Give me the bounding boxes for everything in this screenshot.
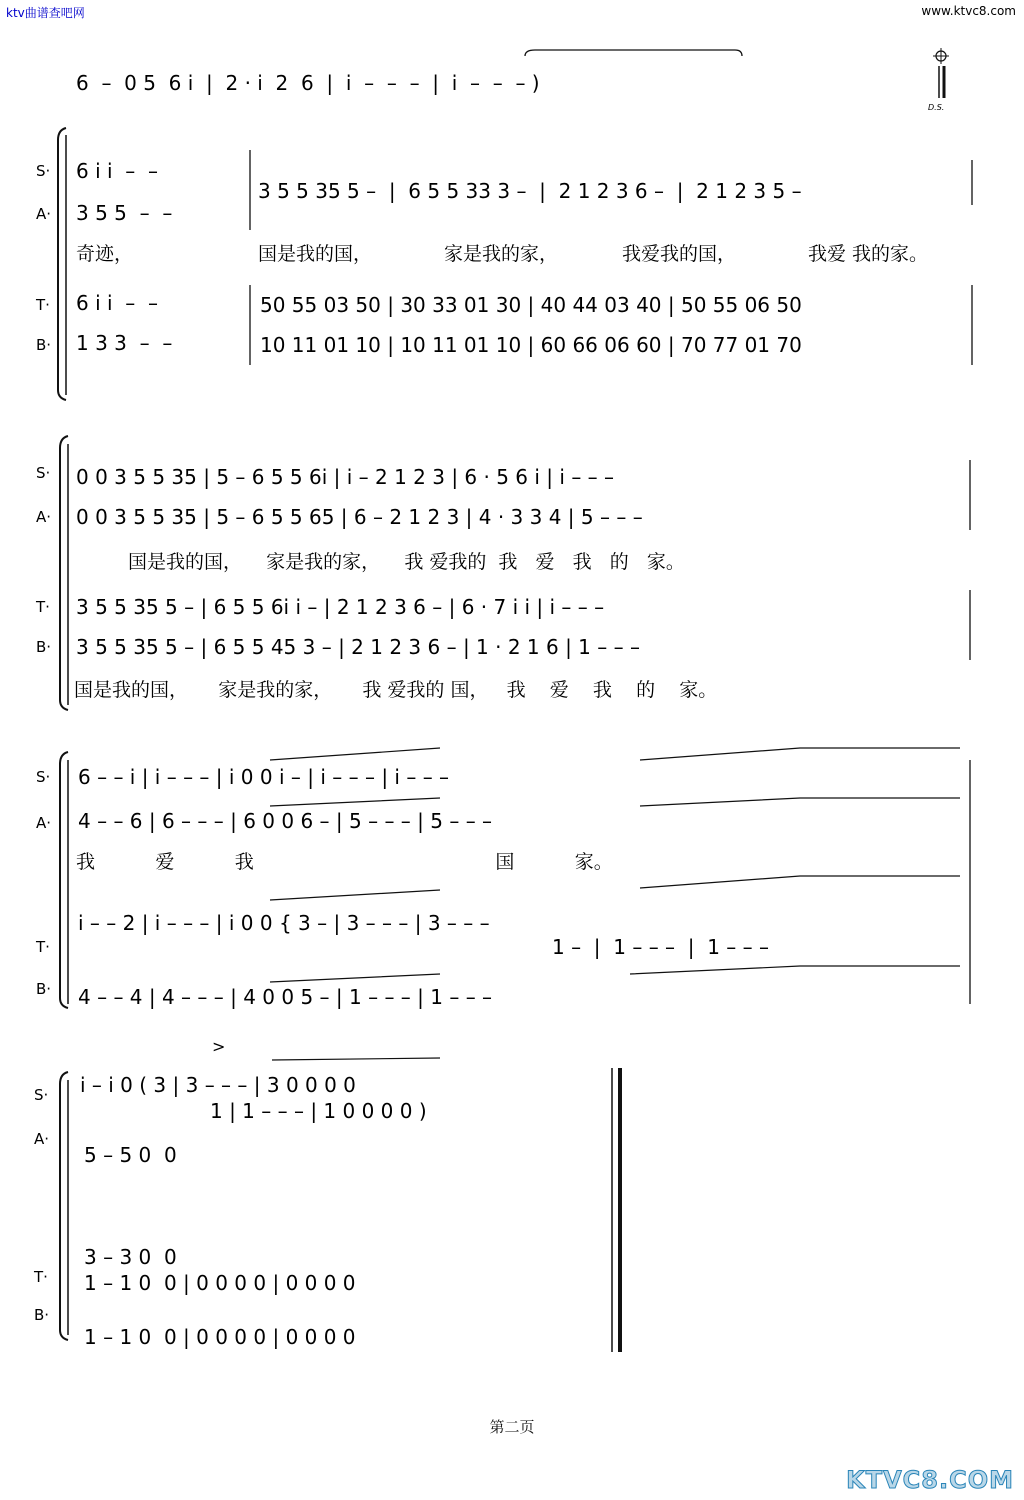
s3-lyric: 我 爱 我 国 家。 bbox=[76, 851, 613, 873]
system-1 bbox=[35, 128, 972, 400]
system-2 bbox=[35, 436, 970, 710]
s1-lyric-b: 家是我的家， bbox=[444, 243, 559, 265]
voice-label-b: B· bbox=[36, 336, 52, 354]
s2-lyric-upper: 国是我的国， 家是我的家， 我 爱我的 我 爱 我 的 家。 bbox=[128, 551, 685, 573]
voice-label-s4: S· bbox=[34, 1086, 49, 1104]
voice-label-s3: S· bbox=[36, 768, 51, 786]
s3-alto: 4 – – 6 | 6 – – – | 6 0 0 6 – | 5 – – – | 5 – – – bbox=[78, 809, 493, 833]
site-logo: KTVC8.COM bbox=[846, 1466, 1014, 1494]
voice-label-b3: B· bbox=[36, 980, 52, 998]
page-number: 第二页 bbox=[489, 1418, 535, 1436]
s4-bass: 1 – 1 0 0 | 0 0 0 0 | 0 0 0 0 bbox=[84, 1325, 356, 1349]
s1-lyric-a: 国是我的国， bbox=[258, 243, 373, 265]
s4-alto: 5 – 5 0 0 bbox=[84, 1143, 177, 1167]
voice-label-b2: B· bbox=[36, 638, 52, 656]
s1-tenor-la: 50 55 03 50 | 30 33 01 30 | 40 44 03 40 | 50 55 06 50 bbox=[260, 293, 802, 317]
voice-label-a4: A· bbox=[34, 1130, 50, 1148]
site-watermark-left: ktv曲谱查吧网 bbox=[6, 6, 85, 20]
s1-alto-intro: 3 5 5 – – bbox=[76, 201, 173, 225]
voice-label-s2: S· bbox=[36, 464, 51, 482]
s1-soprano-intro: 6 i i – – bbox=[76, 159, 158, 183]
voice-label-a2: A· bbox=[36, 508, 52, 526]
voice-label-a3: A· bbox=[36, 814, 52, 832]
s4-soprano-upper: i – i 0 ( 3 | 3 – – – | 3 0 0 0 0 bbox=[80, 1073, 356, 1097]
system-3 bbox=[35, 748, 970, 1009]
voice-label-t4: T· bbox=[34, 1268, 48, 1286]
s4-tenor-lower: 1 – 1 0 0 | 0 0 0 0 | 0 0 0 0 bbox=[84, 1271, 356, 1295]
voice-label-a: A· bbox=[36, 205, 52, 223]
s4-tenor-upper: 3 – 3 0 0 bbox=[84, 1245, 177, 1269]
s1-bass-intro: 1 3 3 – – bbox=[76, 331, 173, 355]
s2-bass: 3 5 5 35 5 – | 6 5 5 45 3 – | 2 1 2 3 6 – | 1 · 2 1 6 | 1 – – – bbox=[76, 635, 640, 659]
site-watermark-right: www.ktvc8.com bbox=[921, 4, 1016, 18]
s3-tenor: i – – 2 | i – – – | i 0 0 { 3 – | 3 – – – | 3 – – – bbox=[78, 911, 490, 935]
s2-tenor: 3 5 5 35 5 – | 6 5 5 6i i – | 2 1 2 3 6 – | 6 · 7 i i | i – – – bbox=[76, 595, 605, 619]
ds-mark: D.S. bbox=[928, 103, 945, 112]
s1-lyric-c: 我爱我的国， bbox=[622, 243, 737, 265]
s2-soprano: 0 0 3 5 5 35 | 5 – 6 5 5 6i | i – 2 1 2 3 | 6 · 5 6 i | i – – – bbox=[76, 465, 615, 489]
s1-lyric-intro: 奇迹， bbox=[76, 243, 134, 265]
voice-label-b4: B· bbox=[34, 1306, 50, 1324]
s3-tenor-lower: 1 – | 1 – – – | 1 – – – bbox=[552, 935, 770, 959]
s1-lyric-d: 我爱 我的家。 bbox=[808, 243, 929, 265]
s1-tenor-intro: 6 i i – – bbox=[76, 291, 158, 315]
s3-bass: 4 – – 4 | 4 – – – | 4 0 0 5 – | 1 – – – | 1 – – – bbox=[78, 985, 493, 1009]
s2-lyric-lower: 国是我的国， 家是我的家， 我 爱我的 国， 我 爱 我 的 家。 bbox=[74, 679, 718, 701]
system-4 bbox=[33, 1037, 620, 1352]
s1-bass-la: 10 11 01 10 | 10 11 01 10 | 60 66 06 60 | 70 77 01 70 bbox=[260, 333, 802, 357]
voice-label-t: T· bbox=[36, 296, 50, 314]
s3-soprano: 6 – – i | i – – – | i 0 0 i – | i – – – | i – – – bbox=[78, 765, 450, 789]
voice-label-t2: T· bbox=[36, 598, 50, 616]
s4-soprano-lower: 1 | 1 – – – | 1 0 0 0 0 ) bbox=[210, 1099, 427, 1123]
row0-notes: 6 – 0 5 6 i | 2 · i 2 6 | i – – – | i – – – ) bbox=[76, 71, 540, 95]
s2-alto: 0 0 3 5 5 35 | 5 – 6 5 5 65 | 6 – 2 1 2 3 | 4 · 3 3 4 | 5 – – – bbox=[76, 505, 643, 529]
accent-mark: > bbox=[212, 1037, 226, 1056]
s1-sa-unison: 3 5 5 35 5 – | 6 5 5 33 3 – | 2 1 2 3 6 – | 2 1 2 3 5 – bbox=[258, 179, 802, 203]
voice-label-s: S· bbox=[36, 162, 51, 180]
voice-label-t3: T· bbox=[36, 938, 50, 956]
coda-icon bbox=[933, 48, 949, 64]
